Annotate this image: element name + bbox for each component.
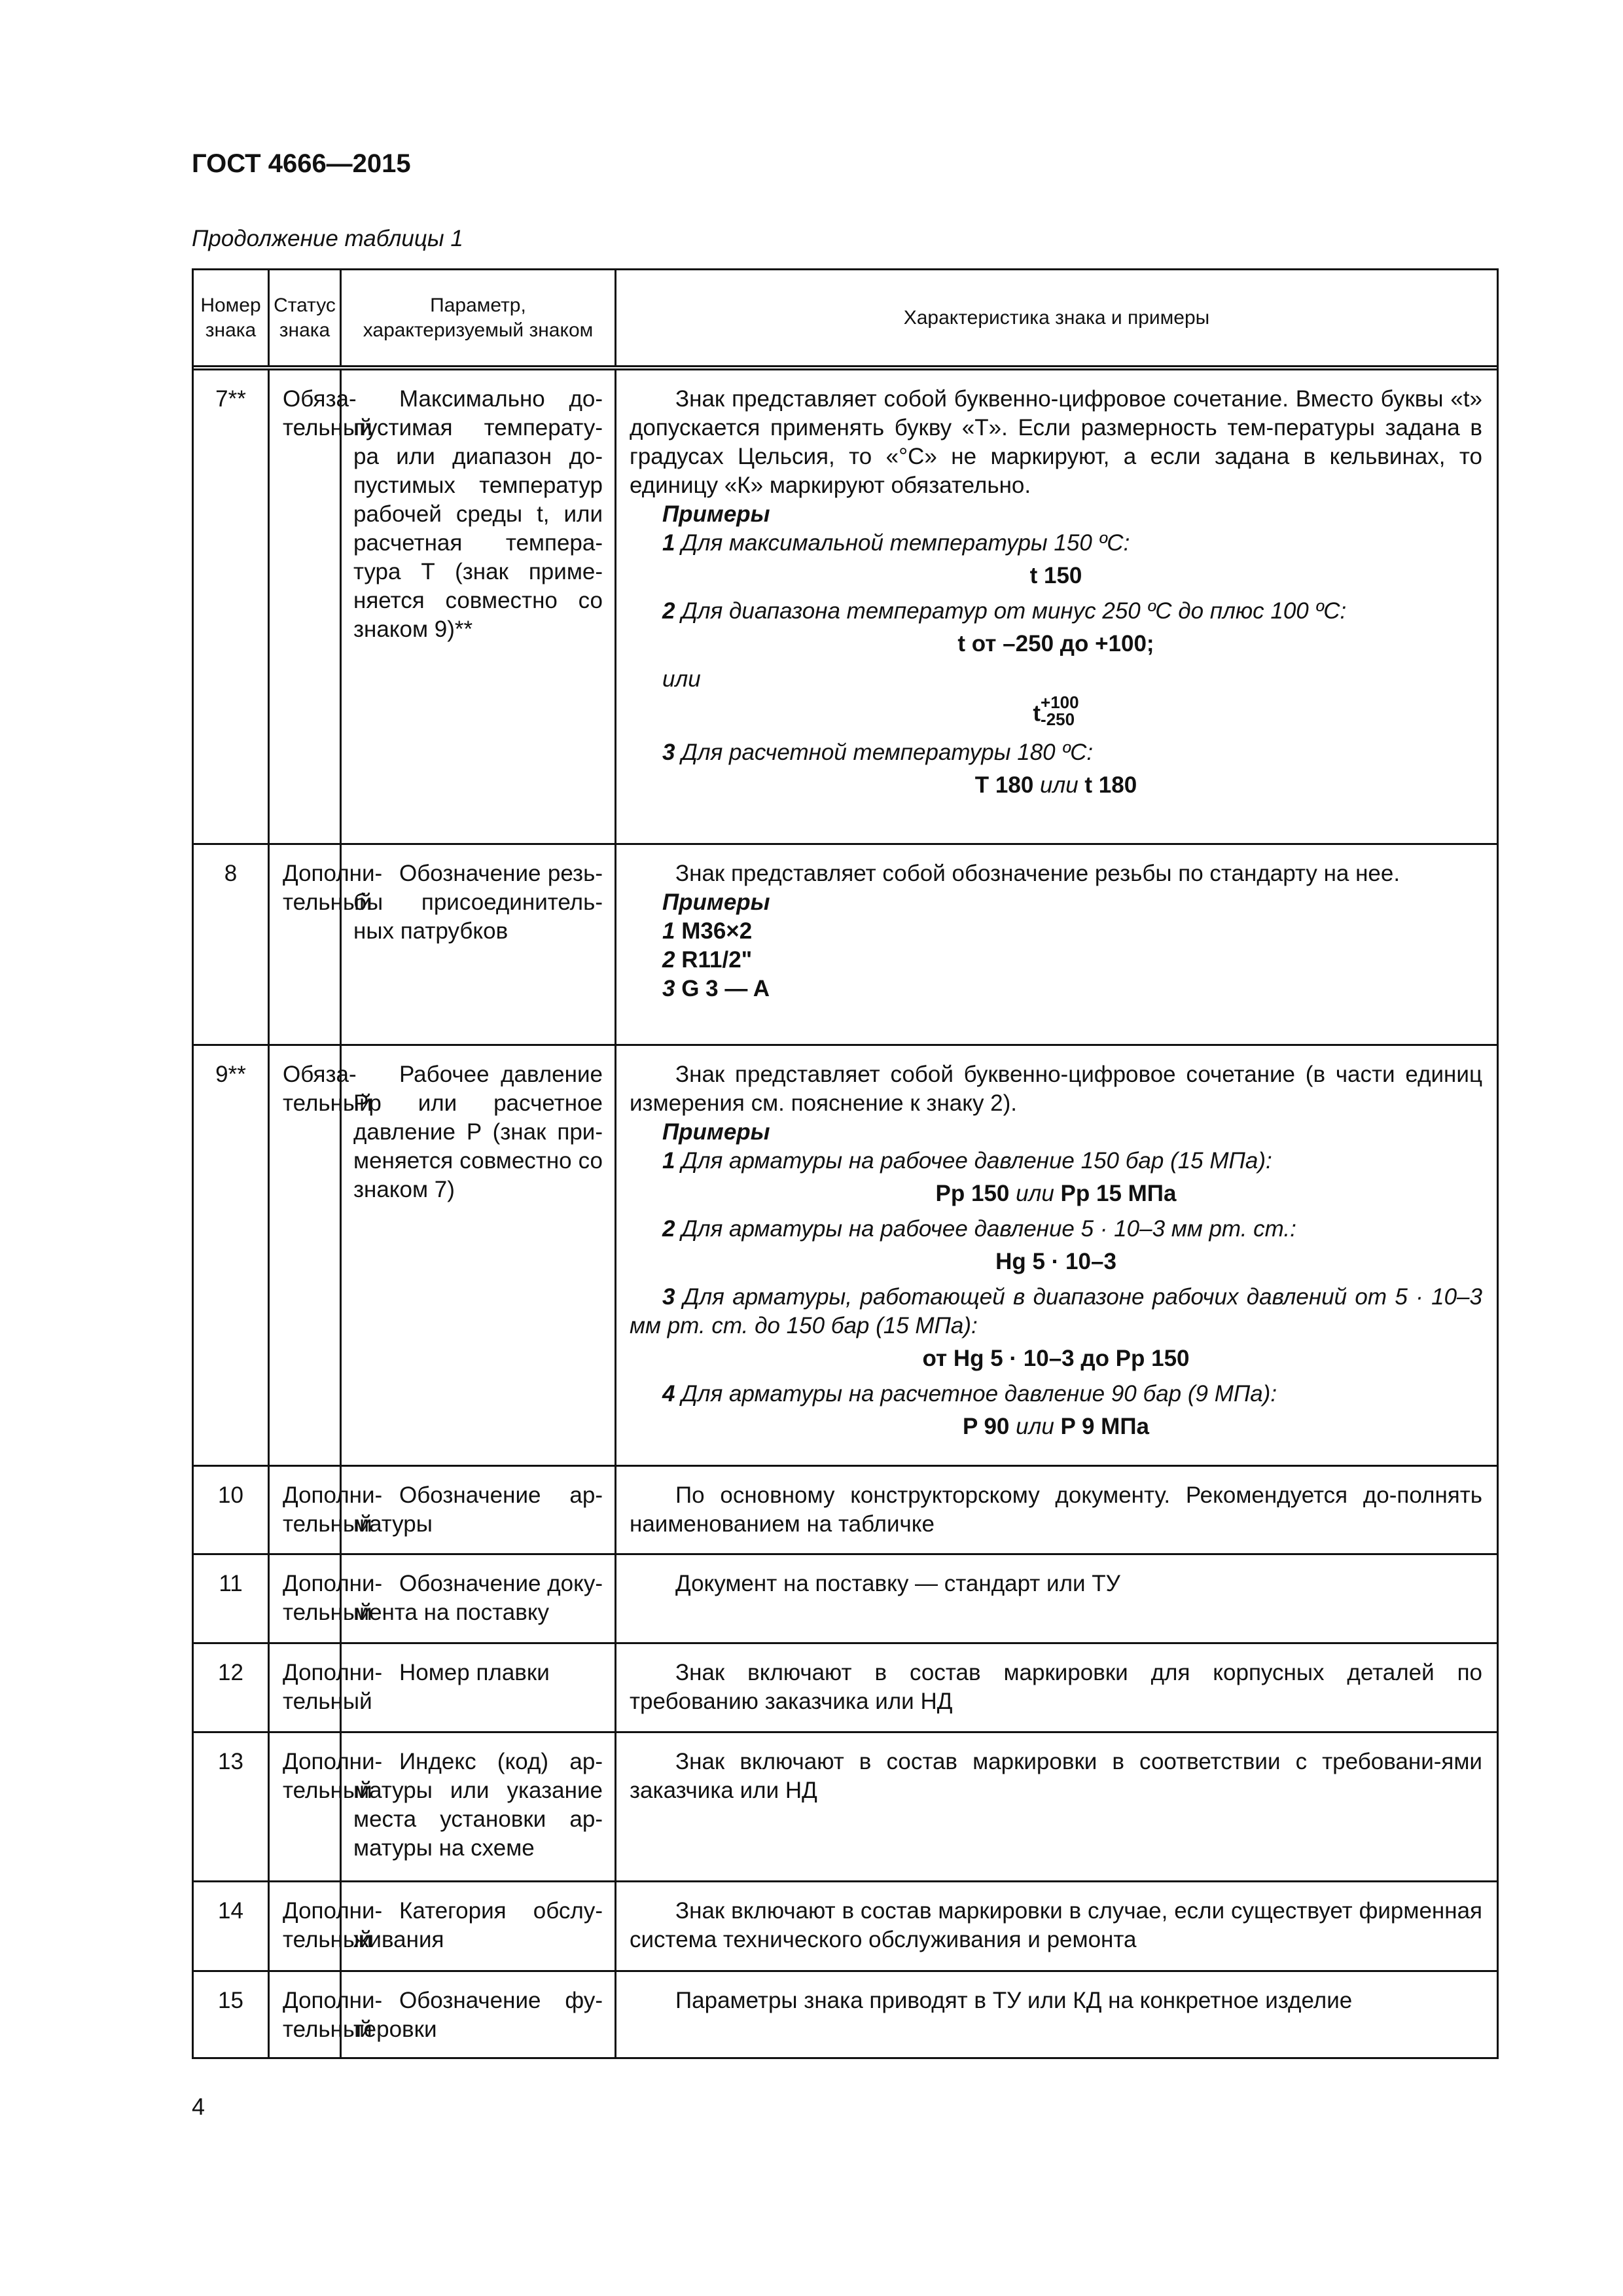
- example-text: Для диапазона температур от минус 250 ºС до плюс 100 ºС:: [681, 598, 1347, 624]
- example-number: 4: [662, 1381, 675, 1407]
- table-caption: Продолжение таблицы 1: [192, 226, 463, 251]
- row-number: 7**: [194, 370, 270, 843]
- example-text: R11/2": [681, 947, 753, 973]
- example-2: [630, 946, 1482, 975]
- row-number: 14: [194, 1882, 270, 1970]
- row-parameter: Обозначение доку-мента на поставку: [342, 1555, 616, 1642]
- example-number: 2: [662, 1216, 675, 1242]
- example-1-mark: t 150: [1029, 563, 1082, 588]
- markings-table: [192, 268, 1499, 2059]
- table-row: [194, 1555, 1497, 1644]
- examples-label: Примеры: [662, 889, 770, 915]
- example-2-mark: Hg 5 · 10–3: [995, 1249, 1116, 1274]
- example-2-or: или: [662, 666, 701, 692]
- example-text: G 3 — A: [681, 976, 770, 1001]
- mark-variant-b: Pр 15 МПа: [1060, 1181, 1177, 1206]
- table-row: [194, 1467, 1497, 1555]
- header-status: Статус знака: [270, 270, 342, 365]
- mark-variant-b: P 9 МПа: [1060, 1414, 1149, 1439]
- mark-subscript: -250: [1041, 709, 1075, 729]
- row-description: Знак включают в состав маркировки в соответствии с требовани-ями заказчика или НД: [630, 1749, 1482, 1803]
- examples-label: Примеры: [662, 501, 770, 527]
- mark-variant-a: Pр 150: [935, 1181, 1010, 1206]
- row-description: Документ на поставку — стандарт или ТУ: [675, 1571, 1120, 1596]
- example-text: Для максимальной температуры 150 ºС:: [681, 530, 1130, 556]
- table-row: [194, 370, 1497, 845]
- row-parameter: Рабочее давление Pр или расчетное давление P (знак при-меняется совместно со знаком 7): [342, 1046, 616, 1465]
- table-row: [194, 1046, 1497, 1467]
- example-text: М36×2: [681, 918, 753, 944]
- description-text: Знак представляет собой буквенно-цифровое сочетание (в части единиц измерения см. пояснение к знаку 2).: [630, 1062, 1482, 1116]
- row-description: [616, 1046, 1497, 1465]
- example-3: [630, 1283, 1482, 1340]
- example-number: 3: [662, 740, 675, 765]
- header-number: Номер знака: [194, 270, 270, 365]
- example-text: Для арматуры на рабочее давление 150 бар (15 МПа):: [681, 1148, 1272, 1174]
- row-status: Дополни-тельный: [270, 1467, 342, 1553]
- mark-variant-b: t 180: [1084, 772, 1137, 798]
- row-number: 8: [194, 845, 270, 1044]
- mark-or: или: [1016, 1181, 1054, 1206]
- example-3: [630, 738, 1482, 767]
- row-number: 12: [194, 1644, 270, 1731]
- table-row: [194, 1882, 1497, 1972]
- example-1: [630, 529, 1482, 558]
- row-parameter: Максимально до-пустимая температу-ра или диапазон до-пустимых температур рабочей среды t, или расчетная темпера-тура T (знак приме-няется совместно со знаком 9)**: [342, 370, 616, 843]
- row-number: 10: [194, 1467, 270, 1553]
- row-status: Дополни-тельный: [270, 1972, 342, 2057]
- table-row: [194, 1733, 1497, 1882]
- document-header: ГОСТ 4666—2015: [192, 149, 411, 178]
- table-row: [194, 1972, 1497, 2057]
- row-status: Дополни-тельный: [270, 1644, 342, 1731]
- example-text: Для арматуры на рабочее давление 5 · 10–3 мм рт. ст.:: [681, 1216, 1296, 1242]
- example-2-mark: t от –250 до +100;: [957, 631, 1154, 656]
- row-number: 9**: [194, 1046, 270, 1465]
- row-description: [616, 370, 1497, 843]
- mark-base: t: [1033, 700, 1041, 726]
- row-description: [616, 845, 1497, 1044]
- mark-variant-a: T 180: [974, 772, 1034, 798]
- example-number: 3: [662, 976, 675, 1001]
- description-text: Знак представляет собой буквенно-цифровое сочетание. Вместо буквы «t» допускается применять букву «T». Если размерность тем-пературы задана в градусах Цельсия, то «°С» не маркируют, а если задана в кельвинах, то единицу «К» маркируют обязательно.: [630, 386, 1482, 498]
- row-status: Обяза-тельный: [270, 1046, 342, 1465]
- header-parameter: Параметр, характеризуемый знаком: [342, 270, 616, 365]
- row-description: По основному конструкторскому документу. Рекомендуется до-полнять наименованием на табличке: [630, 1482, 1482, 1537]
- row-parameter: Индекс (код) ар-матуры или указание места установки ар-матуры на схеме: [342, 1733, 616, 1880]
- table-row: [194, 845, 1497, 1046]
- example-2: [630, 597, 1482, 626]
- mark-or: или: [1040, 772, 1079, 798]
- row-parameter: Обозначение резь-бы присоединитель-ных патрубков: [342, 845, 616, 1044]
- example-3-mark: от Hg 5 · 10–3 до Pр 150: [922, 1346, 1190, 1371]
- example-1: [630, 1147, 1482, 1175]
- row-status: Дополни-тельный: [270, 1555, 342, 1642]
- header-description: Характеристика знака и примеры: [903, 306, 1210, 329]
- example-text: Для арматуры, работающей в диапазоне рабочих давлений от 5 · 10–3 мм рт. ст. до 150 бар (15 МПа):: [630, 1284, 1482, 1338]
- page-number: 4: [192, 2093, 205, 2120]
- example-2-alt-mark: [630, 692, 1482, 732]
- example-text: Для арматуры на расчетное давление 90 бар (9 МПа):: [681, 1381, 1277, 1407]
- table-row: [194, 1644, 1497, 1733]
- row-parameter: Номер плавки: [342, 1644, 616, 1731]
- row-description: Знак включают в состав маркировки в случае, если существует фирменная система технического обслуживания и ремонта: [630, 1898, 1482, 1952]
- example-number: 2: [662, 598, 675, 624]
- row-number: 11: [194, 1555, 270, 1642]
- row-description: Знак включают в состав маркировки для корпусных деталей по требованию заказчика или НД: [630, 1660, 1482, 1714]
- row-status: Дополни-тельный: [270, 1882, 342, 1970]
- example-number: 2: [662, 947, 675, 973]
- mark-variant-a: P 90: [963, 1414, 1010, 1439]
- row-parameter: Обозначение фу-теровки: [342, 1972, 616, 2057]
- example-1-mark: [630, 1179, 1482, 1208]
- mark-or: или: [1016, 1414, 1054, 1439]
- row-status: Дополни-тельный: [270, 845, 342, 1044]
- example-number: 1: [662, 1148, 675, 1174]
- table-header-row: [194, 270, 1497, 370]
- example-4: [630, 1380, 1482, 1408]
- row-number: 15: [194, 1972, 270, 2057]
- example-2: [630, 1215, 1482, 1244]
- row-parameter: Обозначение ар-матуры: [342, 1467, 616, 1553]
- examples-label: Примеры: [662, 1119, 770, 1145]
- example-1: [630, 917, 1482, 946]
- example-text: Для расчетной температуры 180 ºС:: [681, 740, 1094, 765]
- description-text: Знак представляет собой обозначение резьбы по стандарту на нее.: [675, 861, 1400, 886]
- example-3-mark: [630, 771, 1482, 800]
- example-number: 1: [662, 530, 675, 556]
- row-description: Параметры знака приводят в ТУ или КД на конкретное изделие: [675, 1988, 1353, 2013]
- example-3: [630, 975, 1482, 1003]
- example-number: 1: [662, 918, 675, 944]
- row-parameter: Категория обслу-живания: [342, 1882, 616, 1970]
- mark-superscript: +100: [1041, 692, 1079, 712]
- row-status: Дополни-тельный: [270, 1733, 342, 1880]
- row-number: 13: [194, 1733, 270, 1880]
- row-status: Обяза-тельный: [270, 370, 342, 843]
- example-number: 3: [662, 1284, 675, 1310]
- example-4-mark: [630, 1412, 1482, 1441]
